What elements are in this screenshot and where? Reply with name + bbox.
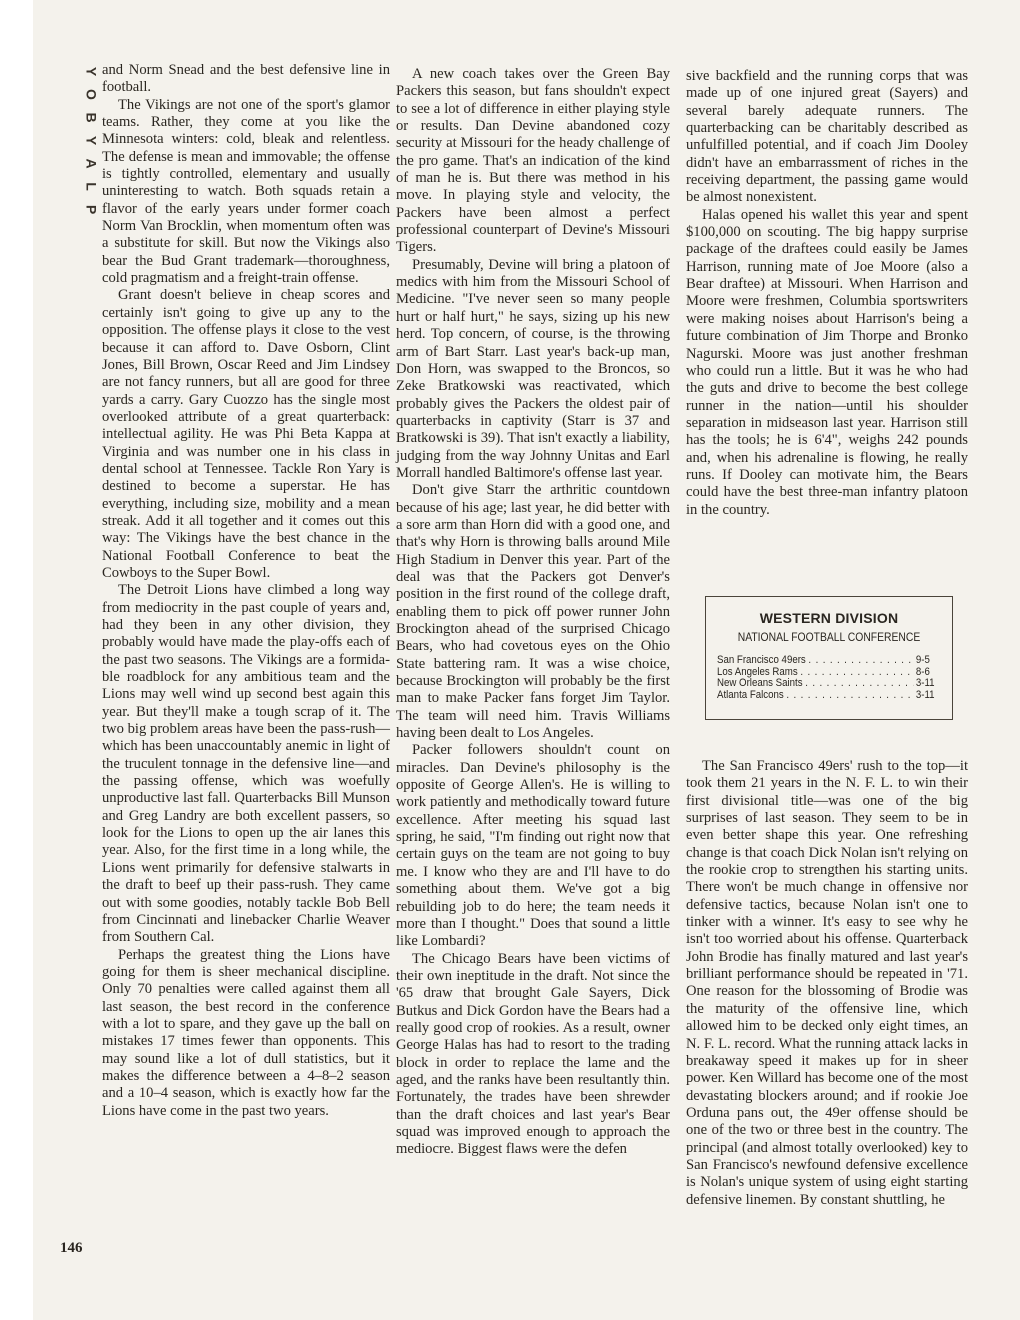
paragraph: The Detroit Lions have climbed a long way from mediocrity in the past couple of years and, had they been in any other division, they probably would have made the play-offs each of the past two seasons. The Vikings are a formidable roadblock for any ambitious team and the Lions may well wind up second best again this year. But they'll make a tough scrap of it. The two big problem areas have been the pass-rush— which has been unaccountably anemic in light of the truculent tonnage in the defensive line—and the passing offense, which was woefully unproductive last fall. Quarterbacks Bill Munson and Greg Landry are both excellent passers, so look for the Lions to open up the air lanes this year. Also, for the first time in a long while, the Lions went primarily for defensive stalwarts in the draft to beef up their pass-rush. They came out with some goodies, notably tackle Bob Bell from Cincinnati and linebacker Charlie Weaver from Southern Cal. [102,582,390,946]
paragraph: The San Francisco 49ers' rush to the top—it took them 21 years in the N. F. L. to win their first divisional title—was one of the big surprises of last season. They seem to be in even better shape this year. One refreshing change is that coach Dick Nolan isn't relying on the rookie crop to strengthen his starting units. There won't be much change in offensive nor defensive tactics, because Nolan isn't one to tinker with a winner. It's easy to see why he isn't too worried about his offense. Quarterback John Brodie has finally matured and last year's brilliant performance should be repeated in '71. One reason for the blossoming of Brodie was the maturity of the offensive line, which allowed him to be decked only eight times, an N. F. L. record. What the running attack lacks in breakaway speed it makes up for in sheer power. Ken Willard has become one of the most devastating blockers around; and if rookie Joe Orduna pans out, the 49er offense should be one of the two or three best in the country. The principal (and almost totally overlooked) key to San Francisco's newfound defensive excellence is Nolan's unique system of using eight starting defensive linemen. By constant shuttling, he [686,758,968,1208]
dot-leader [805,678,913,690]
title-letter: B [83,112,100,123]
title-letter: L [83,182,100,191]
standings-table [717,655,943,701]
paragraph: Halas opened his wallet this year and spent $100,000 on scouting. The big happy surprise package of the draftees could easily be James Harrison, running mate of Joe Moore (also a Bear draftee) at Missouri. When Harrison and Moore were freshmen, Columbia sportswriters were making noises about Harrison's being a future combination of Jim Thorpe and Bronko Nagurski. Moore was just another freshman who could run a little. But it was he who had the guts and drive to become the best college runner in the nation—until his shoulder separation in midseason last year. Harrison still has the tools; he is 6'4", weighs 242 pounds and, when his adrenaline is flowing, he really runs. If Dooley can motivate him, the Bears could have the best three-man infantry platoon in the country. [686,206,968,518]
dot-leader [786,690,913,702]
paragraph: sive backfield and the running corps that was made up of one injured great (Sayers) and several barely adequate runners. The quarterbacking can be charitably described as unfulfilled potential, and if coach Jim Dooley didn't have an embarrassment of riches in the receiving department, the passing game would be almost nonexistent. [686,68,968,206]
team-name: Los Angeles Rams [717,665,798,678]
paragraph: Don't give Starr the arthritic countdown because of his age; last year, he did better with a sore arm than Horn did with a good one, and that's why Horn is throwing balls around Mile High Stadium in Denver this year. Part of the deal was that the Packers got Denver's position in the first round of the college draft, enabling them to pick off power runner John Brockington ahead of the surprised Chicago Bears, who had covetous eyes on the Ohio State battering ram. It was a wise choice, because Brockington will probably be the first man to make Packer fans forget Jim Taylor. The team will need him. Travis Williams having been dealt to Los Angeles. [396,482,670,742]
team-record: 3-11 [915,688,935,701]
dot-leader [800,667,913,679]
article-column-3-top [686,68,968,519]
title-letter: Y [83,66,100,77]
paragraph: Perhaps the greatest thing the Lions have going for them is sheer mechanical discipline. Only 70 penalties were called against them all last season, the best record in the conference with a lot to spare, and they gave up the ball on mistakes 17 times fewer than opponents. This may sound like a lot of dull statistics, but it makes the difference between a 4–8–2 season and a 10–4 season, which is exactly how far the Lions have come in the past two years. [102,946,390,1119]
paragraph: Presumably, Devine will bring a platoon of medics with him from the Missouri School of Medicine. "I've never seen so many people hurt or half hurt," he says, sizing up his new herd. Top concern, of course, is the throwing arm of Bart Starr. Last year's back-up man, Don Horn, was swapped to the Broncos, so Zeke Bratkowski was reactivated, which probably gives the Packers the oldest pair of quarterbacks in captivity (Starr is 37 and Bratkowski is 39). That isn't exactly a liability, judging from the way Johnny Unitas and Earl Morrall handled Baltimore's offense last year. [396,256,670,481]
paragraph: The Vikings are not one of the sport's glamor teams. Rather, they come at you like the Minnesota winters: cold, bleak and relentless. The defense is mean and immovable; the offense is tightly controlled, elementary and usually uninteresting to watch. Both squads retain a flavor of the early years under former coach Norm Van Brocklin, when momentum often was a substitute for skill. But now the Vikings also bear the Bud Grant trademark—thoroughness, cold pragmatism and a freight-train offense. [102,96,390,287]
page-number: 146 [60,1240,83,1256]
paragraph: Grant doesn't believe in cheap scores and certainly isn't going to give up any to the opposition. The offense plays it close to the vest because it can afford to. Dave Osborn, Clint Jones, Bill Brown, Oscar Reed and Jim Lindsey are not fancy runners, but all are good for three yards a carry. Gary Cuozzo has the single most overlooked attribute of a great quarterback: intellectual agility. He was Phi Beta Kappa at Virginia and was number one in his class in dental school at Tennessee. Tackle Ron Yary is destined to become a superstar. He has everything, including size, mobility and a mean streak. Add it all together and it comes out this way: The Vikings have the best chance in the National Football Conference to beat the Cowboys to the Super Bowl. [102,287,390,581]
title-letter: A [83,158,100,169]
team-record: 9-5 [915,654,930,666]
title-letter: Y [83,135,100,146]
paragraph: Packer followers shouldn't count on miracles. Dan Devine's philosophy is the opposite of George Allen's. He is willing to work patiently and methodically toward future excellence. After meeting his squad last spring, he said, "I'm finding out right now that certain guys on the team are not going to buy me. I know who they are and I'll have to do something about them. We've got a big rebuilding job to do here; the team needs it more than I thought." Does that sound a little like Lombardi? [396,742,670,950]
title-letter: P [83,204,100,215]
standings-row [717,690,942,702]
article-column-2 [396,66,670,1159]
article-column-1 [102,62,390,1120]
standings-box [705,596,953,720]
dot-leader [808,655,913,667]
paragraph: and Norm Snead and the best defensive line in football. [102,62,390,96]
paragraph: The Chicago Bears have been victims of their own ineptitude in the draft. Not since the '65 draw that brought Gale Sayers, Dick Butkus and Dick Gordon have the Bears had a really good crop of rookies. As a result, owner George Halas has had to resort to the trading block in order to replace the lame and the aged, and the ranks have been resultantly thin. Fortunately, the trades have been shrewder than the draft choices and last year's Bear squad was improved enough to approach the mediocre. Biggest flaws were the defen [396,950,670,1158]
team-name: New Orleans Saints [717,677,803,689]
title-letter: O [83,89,100,100]
team-name: San Francisco 49ers [717,654,806,666]
team-record: 3-11 [915,677,935,689]
paragraph: A new coach takes over the Green Bay Packers this season, but fans shouldn't expect to see a lot of difference in either playing style or results. Dan Devine abandoned cozy security at Missouri for the heady challenge of the pro game. That's an indication of the kind of man he is. But there was method in his move. In playing style and velocity, the Packers have been almost a perfect professional counterpart of Devine's Missouri Tigers. [396,66,670,256]
team-name: Atlanta Falcons [717,688,784,701]
magazine-title-vertical [82,60,100,221]
standings-title: WESTERN DIVISION [759,610,899,626]
article-column-3-bottom [686,758,968,1209]
team-record: 8-6 [915,665,930,678]
standings-subtitle: NATIONAL FOOTBALL CONFERENCE [737,632,921,644]
